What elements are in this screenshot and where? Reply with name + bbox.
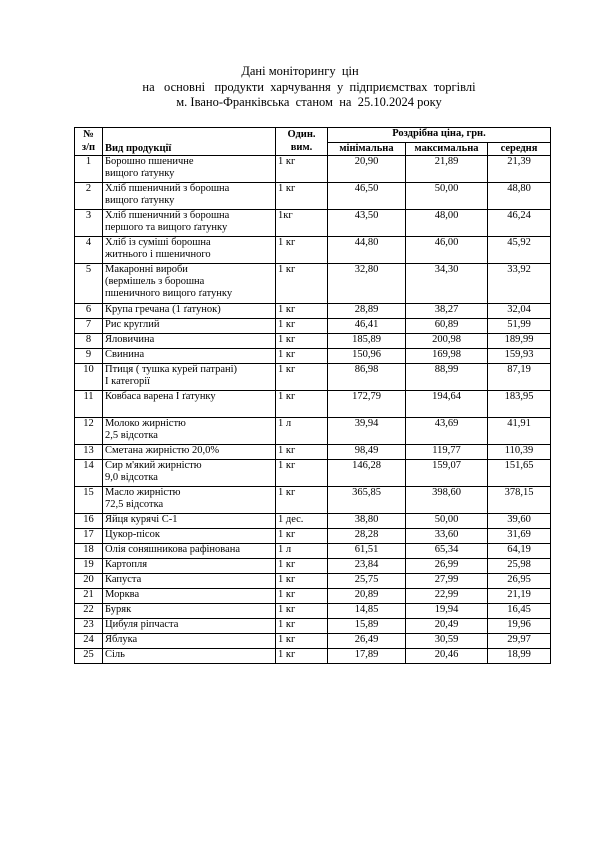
table-row xyxy=(75,183,551,210)
row-number: 25 xyxy=(75,649,103,664)
row-min-price: 46,50 xyxy=(328,183,406,210)
row-product: Капуста xyxy=(103,574,276,589)
row-unit: 1 кг xyxy=(276,589,328,604)
table-row xyxy=(75,529,551,544)
row-min-price: 185,89 xyxy=(328,334,406,349)
row-number: 9 xyxy=(75,349,103,364)
row-max-price: 19,94 xyxy=(406,604,488,619)
row-number: 18 xyxy=(75,544,103,559)
table-row xyxy=(75,445,551,460)
table-row xyxy=(75,649,551,664)
row-max-price: 48,00 xyxy=(406,210,488,237)
header-min: мінімальна xyxy=(328,143,406,156)
row-min-price: 20,90 xyxy=(328,156,406,183)
row-avg-price: 41,91 xyxy=(488,418,551,445)
row-avg-price: 19,96 xyxy=(488,619,551,634)
row-min-price: 39,94 xyxy=(328,418,406,445)
row-min-price: 98,49 xyxy=(328,445,406,460)
row-avg-price: 183,95 xyxy=(488,391,551,418)
table-row xyxy=(75,619,551,634)
row-max-price: 30,59 xyxy=(406,634,488,649)
row-unit: 1 кг xyxy=(276,391,328,418)
row-product: Хліб пшеничний з борошна першого та вищого ґатунку xyxy=(103,210,276,237)
row-max-price: 398,60 xyxy=(406,487,488,514)
table-row xyxy=(75,319,551,334)
row-min-price: 43,50 xyxy=(328,210,406,237)
row-product: Хліб із суміші борошна житнього і пшеничного xyxy=(103,237,276,264)
row-avg-price: 33,92 xyxy=(488,264,551,304)
row-number: 11 xyxy=(75,391,103,418)
row-product: Свинина xyxy=(103,349,276,364)
row-unit: 1 л xyxy=(276,418,328,445)
row-avg-price: 45,92 xyxy=(488,237,551,264)
row-max-price: 200,98 xyxy=(406,334,488,349)
row-min-price: 23,84 xyxy=(328,559,406,574)
table-row xyxy=(75,210,551,237)
row-max-price: 22,99 xyxy=(406,589,488,604)
row-min-price: 46,41 xyxy=(328,319,406,334)
row-number: 5 xyxy=(75,264,103,304)
row-max-price: 20,46 xyxy=(406,649,488,664)
row-avg-price: 21,19 xyxy=(488,589,551,604)
row-product: Ковбаса варена І ґатунку xyxy=(103,391,276,418)
row-number: 4 xyxy=(75,237,103,264)
row-unit: 1 кг xyxy=(276,319,328,334)
header-product xyxy=(103,128,276,156)
row-min-price: 32,80 xyxy=(328,264,406,304)
table-row xyxy=(75,604,551,619)
row-min-price: 146,28 xyxy=(328,460,406,487)
row-avg-price: 51,99 xyxy=(488,319,551,334)
row-avg-price: 29,97 xyxy=(488,634,551,649)
row-unit: 1 кг xyxy=(276,559,328,574)
row-min-price: 26,49 xyxy=(328,634,406,649)
document-heading xyxy=(0,64,600,111)
row-number: 10 xyxy=(75,364,103,391)
heading-line-3: м. Івано-Франківська станом на 25.10.2024 року xyxy=(176,95,442,109)
row-avg-price: 378,15 xyxy=(488,487,551,514)
row-number: 23 xyxy=(75,619,103,634)
table-row xyxy=(75,349,551,364)
row-max-price: 159,07 xyxy=(406,460,488,487)
row-avg-price: 159,93 xyxy=(488,349,551,364)
row-unit: 1 дес. xyxy=(276,514,328,529)
row-unit: 1 кг xyxy=(276,364,328,391)
row-avg-price: 26,95 xyxy=(488,574,551,589)
row-product: Картопля xyxy=(103,559,276,574)
heading-line-1: Дані моніторингу цін xyxy=(241,64,359,78)
header-number-line2: з/п xyxy=(81,142,96,153)
row-product: Сіль xyxy=(103,649,276,664)
row-product: Цукор-пісок xyxy=(103,529,276,544)
row-avg-price: 189,99 xyxy=(488,334,551,349)
row-min-price: 86,98 xyxy=(328,364,406,391)
table-row xyxy=(75,156,551,183)
row-unit: 1кг xyxy=(276,210,328,237)
row-min-price: 20,89 xyxy=(328,589,406,604)
row-avg-price: 64,19 xyxy=(488,544,551,559)
row-min-price: 25,75 xyxy=(328,574,406,589)
row-product: Сир м'який жирністю 9,0 відсотка xyxy=(103,460,276,487)
row-avg-price: 25,98 xyxy=(488,559,551,574)
row-unit: 1 кг xyxy=(276,649,328,664)
table-row xyxy=(75,264,551,304)
row-product: Морква xyxy=(103,589,276,604)
heading-line-2: на основні продукти харчування у підприємствах торгівлі xyxy=(142,79,476,94)
table-row xyxy=(75,304,551,319)
row-avg-price: 21,39 xyxy=(488,156,551,183)
row-number: 15 xyxy=(75,487,103,514)
table-row xyxy=(75,559,551,574)
price-table xyxy=(74,127,551,664)
row-unit: 1 кг xyxy=(276,634,328,649)
row-number: 22 xyxy=(75,604,103,619)
header-avg: середня xyxy=(488,143,551,156)
header-number-line1: № xyxy=(83,129,94,140)
header-number xyxy=(75,128,103,156)
row-max-price: 194,64 xyxy=(406,391,488,418)
row-max-price: 27,99 xyxy=(406,574,488,589)
row-unit: 1 кг xyxy=(276,460,328,487)
row-max-price: 60,89 xyxy=(406,319,488,334)
row-max-price: 119,77 xyxy=(406,445,488,460)
row-min-price: 28,89 xyxy=(328,304,406,319)
table-row xyxy=(75,391,551,418)
row-avg-price: 87,19 xyxy=(488,364,551,391)
row-product: Яйця курячі С-1 xyxy=(103,514,276,529)
row-number: 19 xyxy=(75,559,103,574)
header-unit xyxy=(276,128,328,156)
row-avg-price: 16,45 xyxy=(488,604,551,619)
row-unit: 1 кг xyxy=(276,445,328,460)
row-product: Масло жирністю 72,5 відсотка xyxy=(103,487,276,514)
row-max-price: 65,34 xyxy=(406,544,488,559)
row-unit: 1 кг xyxy=(276,334,328,349)
row-product: Макаронні вироби (вермішель з борошна пшеничного вищого ґатунку xyxy=(103,264,276,304)
row-unit: 1 кг xyxy=(276,156,328,183)
row-avg-price: 31,69 xyxy=(488,529,551,544)
table-row xyxy=(75,418,551,445)
row-avg-price: 18,99 xyxy=(488,649,551,664)
header-unit-line1: Один. xyxy=(287,129,316,140)
header-product-label: Вид продукції xyxy=(105,143,172,154)
table-row xyxy=(75,544,551,559)
row-product: Молоко жирністю 2,5 відсотка xyxy=(103,418,276,445)
row-max-price: 26,99 xyxy=(406,559,488,574)
row-max-price: 20,49 xyxy=(406,619,488,634)
row-unit: 1 кг xyxy=(276,304,328,319)
row-number: 2 xyxy=(75,183,103,210)
row-avg-price: 151,65 xyxy=(488,460,551,487)
row-max-price: 21,89 xyxy=(406,156,488,183)
row-unit: 1 кг xyxy=(276,574,328,589)
row-avg-price: 48,80 xyxy=(488,183,551,210)
row-unit: 1 кг xyxy=(276,529,328,544)
row-number: 20 xyxy=(75,574,103,589)
row-number: 12 xyxy=(75,418,103,445)
table-row xyxy=(75,487,551,514)
row-unit: 1 кг xyxy=(276,237,328,264)
row-min-price: 150,96 xyxy=(328,349,406,364)
row-min-price: 28,28 xyxy=(328,529,406,544)
row-number: 13 xyxy=(75,445,103,460)
table-row xyxy=(75,237,551,264)
row-number: 7 xyxy=(75,319,103,334)
row-min-price: 17,89 xyxy=(328,649,406,664)
row-product: Борошно пшеничне вищого ґатунку xyxy=(103,156,276,183)
row-min-price: 61,51 xyxy=(328,544,406,559)
row-max-price: 38,27 xyxy=(406,304,488,319)
row-number: 6 xyxy=(75,304,103,319)
row-min-price: 38,80 xyxy=(328,514,406,529)
row-number: 21 xyxy=(75,589,103,604)
table-row xyxy=(75,634,551,649)
row-product: Сметана жирністю 20,0% xyxy=(103,445,276,460)
row-min-price: 15,89 xyxy=(328,619,406,634)
row-max-price: 34,30 xyxy=(406,264,488,304)
row-min-price: 365,85 xyxy=(328,487,406,514)
row-product: Олія соняшникова рафінована xyxy=(103,544,276,559)
row-product: Цибуля ріпчаста xyxy=(103,619,276,634)
header-unit-line2: вим. xyxy=(290,142,313,153)
row-product: Крупа гречана (1 ґатунок) xyxy=(103,304,276,319)
table-row xyxy=(75,514,551,529)
table-row xyxy=(75,460,551,487)
row-product: Хліб пшеничний з борошна вищого ґатунку xyxy=(103,183,276,210)
row-number: 14 xyxy=(75,460,103,487)
table-body xyxy=(75,156,551,664)
row-max-price: 43,69 xyxy=(406,418,488,445)
row-product: Яловичина xyxy=(103,334,276,349)
row-unit: 1 кг xyxy=(276,183,328,210)
row-max-price: 50,00 xyxy=(406,514,488,529)
row-min-price: 44,80 xyxy=(328,237,406,264)
row-unit: 1 л xyxy=(276,544,328,559)
row-min-price: 172,79 xyxy=(328,391,406,418)
row-unit: 1 кг xyxy=(276,349,328,364)
row-min-price: 14,85 xyxy=(328,604,406,619)
header-price-group: Роздрібна ціна, грн. xyxy=(328,128,551,143)
row-max-price: 169,98 xyxy=(406,349,488,364)
row-unit: 1 кг xyxy=(276,604,328,619)
row-avg-price: 110,39 xyxy=(488,445,551,460)
row-avg-price: 32,04 xyxy=(488,304,551,319)
row-unit: 1 кг xyxy=(276,264,328,304)
row-product: Буряк xyxy=(103,604,276,619)
row-number: 8 xyxy=(75,334,103,349)
row-unit: 1 кг xyxy=(276,619,328,634)
table-row xyxy=(75,574,551,589)
table-row xyxy=(75,364,551,391)
header-max: максимальна xyxy=(406,143,488,156)
table-row xyxy=(75,334,551,349)
row-avg-price: 39,60 xyxy=(488,514,551,529)
row-number: 24 xyxy=(75,634,103,649)
table-header-row xyxy=(75,128,551,143)
row-number: 1 xyxy=(75,156,103,183)
row-unit: 1 кг xyxy=(276,487,328,514)
row-max-price: 46,00 xyxy=(406,237,488,264)
row-product: Птиця ( тушка курей патрані) І категорії xyxy=(103,364,276,391)
row-product: Яблука xyxy=(103,634,276,649)
row-number: 16 xyxy=(75,514,103,529)
row-avg-price: 46,24 xyxy=(488,210,551,237)
row-product: Рис круглий xyxy=(103,319,276,334)
row-number: 17 xyxy=(75,529,103,544)
table-row xyxy=(75,589,551,604)
row-max-price: 33,60 xyxy=(406,529,488,544)
row-max-price: 88,99 xyxy=(406,364,488,391)
row-max-price: 50,00 xyxy=(406,183,488,210)
row-number: 3 xyxy=(75,210,103,237)
